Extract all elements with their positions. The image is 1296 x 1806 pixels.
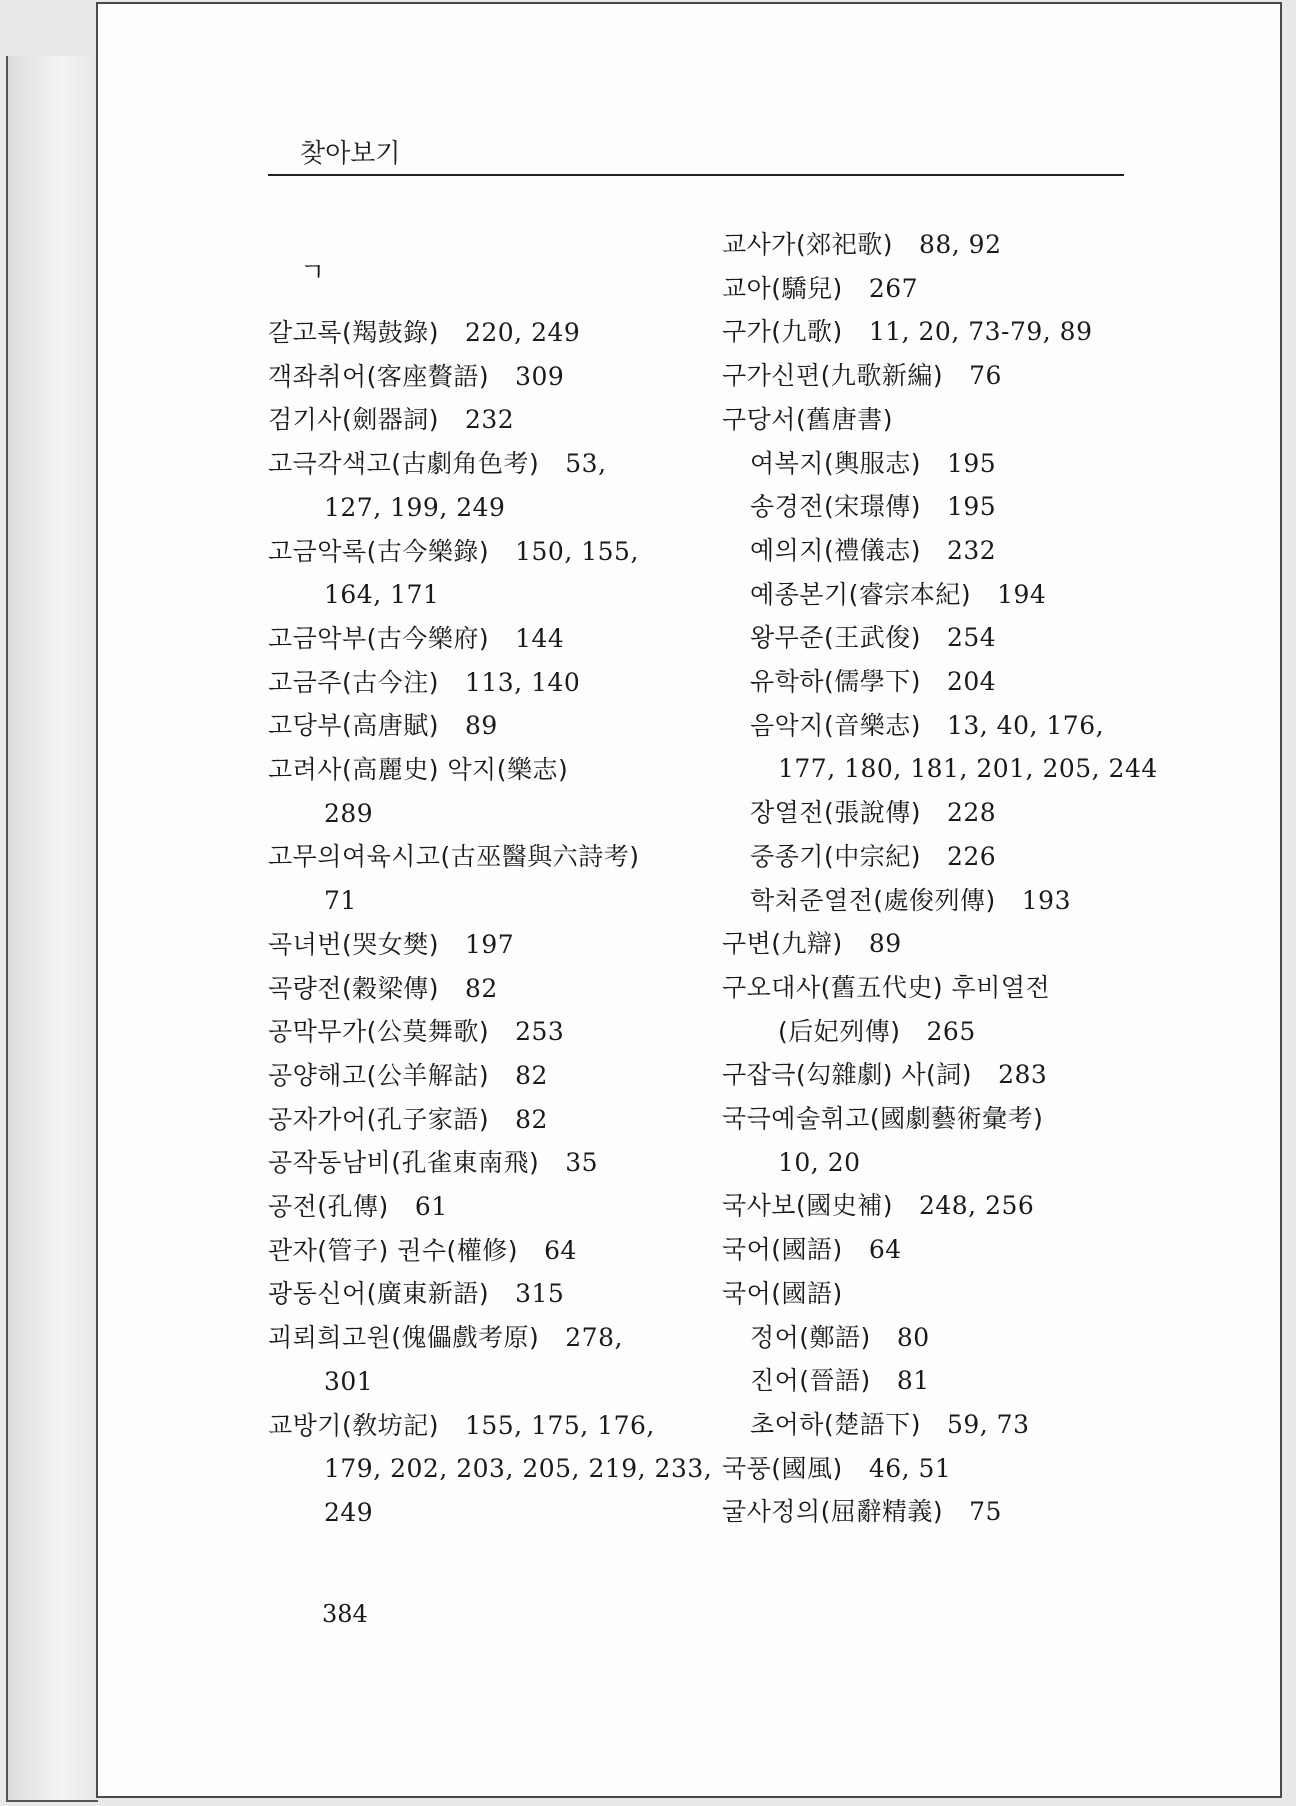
index-entry	[722, 929, 902, 959]
index-entry	[268, 842, 640, 872]
index-entry	[268, 624, 564, 654]
index-term: 곡녀번(哭女樊)	[268, 929, 439, 959]
index-term: 예의지(禮儀志)	[750, 535, 921, 565]
index-page-numbers: 301	[324, 1366, 374, 1396]
index-entry	[268, 537, 639, 567]
header-rule	[268, 174, 1124, 176]
index-entry	[324, 1454, 712, 1484]
index-entry	[722, 1235, 902, 1265]
index-page-numbers: 35	[565, 1148, 599, 1178]
index-entry	[722, 1497, 1002, 1527]
index-page-numbers: 144	[515, 623, 565, 653]
index-term: 갈고록(羯鼓錄)	[268, 318, 439, 347]
index-page-numbers: 64	[544, 1235, 577, 1265]
index-page-numbers: 46, 51	[868, 1453, 952, 1483]
index-page-numbers: 283	[998, 1060, 1048, 1090]
index-entry	[750, 536, 996, 566]
section-letter: ㄱ	[300, 258, 326, 288]
index-term: 정어(鄭語)	[750, 1322, 871, 1352]
index-entry	[722, 973, 1050, 1003]
index-page-numbers: 82	[515, 1104, 548, 1134]
index-term: 왕무준(王武俊)	[750, 623, 921, 653]
index-entry	[268, 1323, 623, 1353]
index-page-numbers: 59, 73	[946, 1409, 1030, 1439]
index-term: 구변(九辯)	[722, 929, 843, 959]
index-term: 국사보(國史補)	[722, 1191, 893, 1221]
index-term: 구가신편(九歌新編)	[722, 361, 944, 391]
index-entry	[268, 668, 580, 698]
index-entry	[268, 930, 514, 960]
index-entry	[750, 580, 1046, 610]
index-term: 괴뢰희고원(傀儡戲考原)	[268, 1323, 540, 1353]
index-term: 구잡극(勾雜劇) 사(詞)	[722, 1060, 973, 1090]
index-entry	[778, 754, 1158, 784]
index-page-numbers: 253	[515, 1017, 565, 1047]
page-number: 384	[322, 1600, 368, 1628]
index-entry	[750, 842, 996, 872]
index-term: 고무의여육시고(古巫醫與六詩考)	[268, 842, 640, 872]
index-term: 구가(九歌)	[722, 317, 843, 347]
index-page-numbers: 11, 20, 73-79, 89	[868, 317, 1093, 347]
index-term: 장열전(張說傳)	[750, 798, 921, 828]
index-term: 구오대사(舊五代史) 후비열전	[722, 972, 1051, 1002]
index-term: 진어(晉語)	[750, 1366, 871, 1396]
index-page-numbers: 150, 155,	[515, 536, 639, 566]
index-term: 공전(孔傳)	[268, 1192, 389, 1221]
index-page-numbers: 53,	[565, 449, 607, 479]
index-page-numbers: 197	[464, 929, 515, 959]
index-page-numbers: 164, 171	[324, 580, 440, 610]
index-page-numbers: 10, 20	[778, 1147, 861, 1177]
index-page-numbers: 64	[868, 1235, 902, 1265]
index-term: 예종본기(睿宗本紀)	[750, 579, 972, 609]
index-entry	[722, 274, 918, 304]
index-entry	[268, 711, 498, 741]
index-entry	[722, 317, 1093, 347]
index-term: 고려사(高麗史) 악지(樂志)	[268, 755, 569, 784]
index-page-numbers: 195	[946, 448, 997, 478]
index-term: 검기사(劍器詞)	[268, 405, 439, 435]
index-term: 고금악부(古今樂府)	[268, 623, 490, 653]
index-term: 국어(國語)	[722, 1235, 843, 1265]
index-page-numbers: 220, 249	[464, 318, 581, 347]
index-entry	[268, 362, 564, 392]
index-page-numbers: 204	[946, 667, 997, 696]
index-entry	[750, 886, 1071, 916]
index-term: 학처준열전(處俊列傳)	[750, 885, 996, 915]
index-page-numbers: 249	[324, 1497, 374, 1527]
index-entry	[750, 449, 996, 479]
index-page-numbers: 267	[868, 273, 919, 303]
index-term: 국어(國語)	[722, 1278, 843, 1308]
index-entry	[268, 1192, 448, 1222]
index-term: 공작동남비(孔雀東南飛)	[268, 1148, 540, 1178]
index-term: 공양해고(公羊解詁)	[268, 1060, 490, 1090]
index-term: 교사가(郊祀歌)	[722, 230, 893, 259]
index-term: 곡량전(穀梁傳)	[268, 973, 439, 1003]
index-term: 광동신어(廣東新語)	[268, 1279, 490, 1309]
index-page-numbers: 13, 40, 176,	[946, 710, 1105, 740]
index-page-numbers: 89	[464, 711, 498, 741]
index-page-numbers: 177, 180, 181, 201, 205, 244	[778, 754, 1158, 784]
index-page-numbers: 193	[1021, 885, 1071, 915]
index-entry	[324, 493, 505, 523]
index-page-numbers: 88, 92	[918, 230, 1002, 259]
index-entry	[750, 1366, 930, 1396]
index-page-numbers: 80	[896, 1322, 930, 1352]
book-spine	[6, 56, 98, 1802]
index-term: 초어하(楚語下)	[750, 1409, 921, 1439]
index-entry	[324, 1498, 373, 1528]
book-page	[96, 2, 1282, 1798]
index-entry	[778, 1017, 976, 1047]
index-entry	[268, 405, 514, 435]
index-term: 여복지(輿服志)	[750, 448, 921, 478]
index-page-numbers: 113, 140	[464, 667, 581, 697]
index-page-numbers: 76	[969, 361, 1002, 391]
index-page-numbers: 127, 199, 249	[324, 492, 506, 522]
index-term: 관자(管子) 권수(權修)	[268, 1235, 519, 1265]
index-term: 국극예술휘고(國劇藝術彙考)	[722, 1104, 1044, 1133]
index-term: 공막무가(公莫舞歌)	[268, 1017, 490, 1047]
index-page-numbers: 89	[868, 929, 902, 959]
index-entry	[268, 1061, 548, 1091]
index-page-numbers: 75	[969, 1497, 1002, 1527]
index-page-numbers: 81	[896, 1366, 930, 1396]
index-entry	[722, 1454, 951, 1484]
index-entry	[268, 449, 607, 479]
index-entry	[778, 1148, 861, 1178]
index-entry	[268, 974, 498, 1004]
index-entry	[750, 623, 996, 653]
index-page-numbers: 254	[946, 623, 997, 653]
index-term: 유학하(儒學下)	[750, 667, 921, 696]
index-entry	[324, 886, 357, 916]
running-head: 찾아보기	[300, 139, 401, 169]
index-entry	[722, 230, 1002, 260]
index-term: 굴사정의(屈辭精義)	[722, 1497, 944, 1527]
index-page-numbers: 61	[414, 1192, 448, 1221]
index-page-numbers: 71	[324, 886, 357, 916]
index-term: (后妃列傳)	[778, 1016, 901, 1046]
index-page-numbers: 82	[464, 973, 498, 1003]
index-term: 구당서(舊唐書)	[722, 404, 893, 434]
index-entry	[324, 1367, 373, 1397]
index-term: 객좌취어(客座贅語)	[268, 361, 490, 391]
index-term: 음악지(音樂志)	[750, 710, 921, 740]
index-entry	[268, 1105, 548, 1135]
index-entry	[722, 361, 1002, 391]
index-entry	[722, 1279, 843, 1309]
index-entry	[750, 1410, 1030, 1440]
index-entry	[268, 1411, 655, 1441]
index-entry	[268, 1236, 577, 1266]
index-term: 국풍(國風)	[722, 1453, 843, 1483]
index-entry	[750, 1323, 930, 1353]
index-entry	[750, 667, 996, 697]
index-page-numbers: 195	[946, 492, 997, 522]
index-entry	[268, 1279, 564, 1309]
index-page-numbers: 228	[946, 798, 997, 828]
index-entry	[722, 1191, 1034, 1221]
index-entry	[324, 799, 373, 829]
index-entry	[722, 405, 893, 435]
index-entry	[268, 318, 580, 348]
index-page-numbers: 248, 256	[918, 1191, 1035, 1221]
index-page-numbers: 265	[926, 1016, 976, 1046]
index-entry	[750, 798, 996, 828]
index-page-numbers: 194	[997, 579, 1047, 609]
index-page-numbers: 232	[464, 405, 515, 435]
index-page-numbers: 82	[515, 1060, 548, 1090]
index-page-numbers: 232	[946, 535, 997, 565]
index-entry	[750, 711, 1104, 741]
index-term: 고금악록(古今樂錄)	[268, 536, 490, 566]
index-page-numbers: 226	[946, 841, 997, 871]
index-entry	[722, 1104, 1043, 1134]
index-term: 공자가어(孔子家語)	[268, 1104, 490, 1134]
index-entry	[750, 492, 996, 522]
index-page-numbers: 155, 175, 176,	[464, 1410, 655, 1440]
index-page-numbers: 278,	[565, 1323, 623, 1353]
index-entry	[268, 755, 568, 785]
index-term: 중종기(中宗紀)	[750, 841, 921, 871]
index-entry	[268, 1148, 598, 1178]
index-entry	[268, 1017, 564, 1047]
index-term: 송경전(宋璟傳)	[750, 492, 921, 522]
index-page-numbers: 289	[324, 798, 374, 828]
index-entry	[722, 1060, 1047, 1090]
index-term: 고당부(高唐賦)	[268, 711, 439, 741]
index-page-numbers: 309	[515, 361, 565, 391]
index-term: 교방기(敎坊記)	[268, 1410, 439, 1440]
index-entry	[324, 580, 439, 610]
index-page-numbers: 315	[515, 1279, 565, 1309]
index-page-numbers: 179, 202, 203, 205, 219, 233,	[324, 1454, 713, 1484]
index-term: 교아(驕兒)	[722, 273, 843, 303]
index-term: 고금주(古今注)	[268, 667, 439, 697]
index-term: 고극각색고(古劇角色考)	[268, 449, 540, 479]
